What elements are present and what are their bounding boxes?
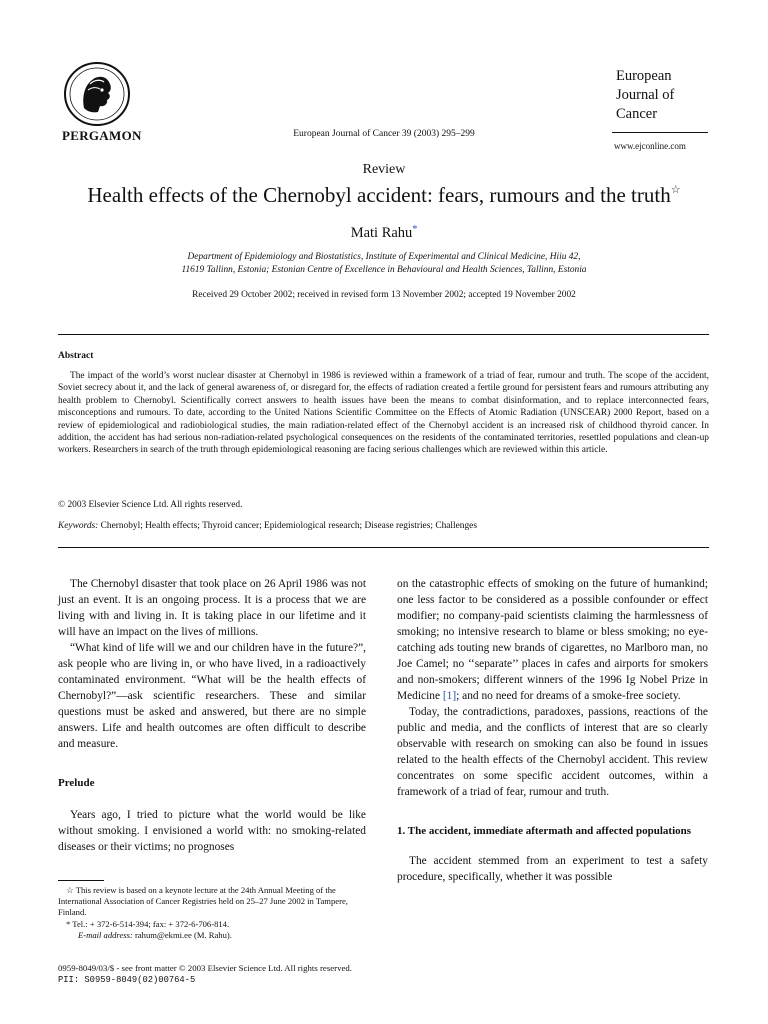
pergamon-emblem-icon [62, 60, 132, 128]
affiliation-line: Department of Epidemiology and Biostatistics, Institute of Experimental and Clinical Medicine, Hiiu 42, [187, 252, 581, 262]
publisher-logo [62, 60, 132, 128]
journal-divider [612, 132, 708, 133]
keywords [58, 521, 477, 531]
affiliation-line: 11619 Tallinn, Estonia; Estonian Centre of Excellence in Behavioural and Health Sciences, Tallinn, Estonia [181, 264, 587, 275]
keywords-list: Chernobyl; Health effects; Thyroid cancer; Epidemiological research; Disease registries; Challenges [100, 521, 477, 531]
journal-citation: European Journal of Cancer 39 (2003) 295–299 [293, 129, 475, 139]
title-footnote-mark[interactable]: ☆ [670, 184, 681, 196]
footnote-email [58, 930, 366, 941]
section-1-heading: 1. The accident, immediate aftermath and affected populations [397, 825, 692, 837]
journal-name-line: Cancer [616, 106, 658, 122]
journal-name-line: European [616, 68, 672, 84]
body-paragraph: The accident stemmed from an experiment to test a safety procedure, specifically, whether it was possible [397, 855, 708, 883]
journal-name [616, 67, 674, 124]
email-address[interactable]: rahum@ekmi.ee (M. Rahu). [134, 929, 232, 940]
footnotes [58, 885, 366, 941]
prelude-heading: Prelude [58, 777, 95, 789]
issn-line: 0959-8049/03/$ - see front matter © 2003 Elsevier Science Ltd. All rights reserved. [58, 963, 352, 973]
paragraph-text: ; and no need for dreams of a smoke-free society. [456, 690, 681, 702]
abstract-text: The impact of the world’s worst nuclear disaster at Chernobyl in 1986 is reviewed within a framework of a triad of fear, rumour and truth. The scope of the accident, Soviet secrecy about it, and the lack of general awareness of, or disregard for, the effects of radiation created a fertile ground for persistent fears and rumours attributing any health problem to Chernobyl. Scientifically correct answers to health issues have been the means to combat disinformation, and to replace interconnected fears, misconceptions and rumours. To date, according to the United Nations Scientific Committee on the Effects of Atomic Radiation (UNSCEAR) 2000 Report, based on a review of epidemiological and radiobiological studies, the main radiation-related effect of the Chernobyl accident is an increased risk of childhood thyroid cancer. In addition, the accident has had serious non-radiation-related psychological consequences on the residents of the contaminated territories, resettled populations and clean-up workers. Researchers in search of the truth through epidemiological reasoning are facing serious challenges which are reviewed within this article. [58, 371, 709, 456]
body-paragraph [397, 576, 708, 704]
abstract-heading: Abstract [58, 351, 94, 361]
body-left-column [58, 576, 366, 855]
body-paragraph: Years ago, I tried to picture what the world would be like without smoking. I envisioned a world with: no smoking-related diseases or their victims; no prognoses [58, 809, 366, 853]
article-title-text: Health effects of the Chernobyl accident: fears, rumours and the truth [87, 183, 671, 207]
footnote-rule [58, 880, 104, 881]
paragraph-text: on the catastrophic effects of smoking on the future of humankind; one less factor to be considered as a possible confounder or effect modifier; no company-paid scientists claiming the harmlessness of smoking; no intensive research to blame or bless smoking; no eye-catching ads touting new brands of cigarettes, no Marlboro man, no Joe Camel; no ‘‘separate’’ places in cafes and airports for smokers and non-smokers; different winners of the 1996 Ig Nobel Prize in Medicine [397, 578, 708, 702]
abstract-bottom-rule [58, 547, 709, 548]
author-name: Mati Rahu [350, 225, 413, 241]
keywords-label: Keywords: [58, 521, 99, 531]
citation-link[interactable]: [1] [442, 690, 457, 702]
publisher-name: PERGAMON [62, 128, 142, 143]
bottom-identifiers [58, 962, 352, 986]
body-paragraph: “What kind of life will we and our children have in the future?”, ask people who are living in, or who have lived, in a radioactively contaminated environment. “What will be the health effects of Chernobyl?”—ask scientific researchers. These and similar questions must be asked and answered, but there are no simple answers. Life and health outcomes are often difficult to describe and measure. [58, 642, 366, 750]
affiliation [120, 251, 648, 276]
body-paragraph: The Chernobyl disaster that took place on 26 April 1986 was not just an event. It is an ongoing process. It is a process that we are living with and living in. It is taking place in our lifetime and it will have an impact on the lives of millions. [58, 578, 366, 638]
email-label: E-mail address: [78, 929, 133, 940]
footnote-star: ☆ This review is based on a keynote lecture at the 24th Annual Meeting of the International Association of Cancer Registries held on 25–27 June 2002 in Tampere, Finland. [58, 885, 348, 918]
body-paragraph: Today, the contradictions, paradoxes, passions, reactions of the public and media, and the conflicts of interest that are so clearly observable with research on smoking can also be found in issues related to the health effects of the Chernobyl accident. This review concentrates on some specific accident outcomes, within a framework of a triad of fear, rumour and truth. [397, 706, 708, 798]
article-title [0, 183, 768, 208]
pii-line: PII: S0959-8049(02)00764-5 [58, 975, 196, 985]
abstract-copyright: © 2003 Elsevier Science Ltd. All rights reserved. [58, 500, 243, 510]
journal-url[interactable]: www.ejconline.com [614, 141, 686, 151]
article-dates: Received 29 October 2002; received in revised form 13 November 2002; accepted 19 November 2002 [192, 290, 576, 300]
author [0, 224, 768, 242]
body-right-column [397, 576, 708, 885]
journal-name-line: Journal of [616, 87, 675, 103]
footnote-contact: * Tel.: + 372-6-514-394; fax: + 372-6-706-814. [66, 918, 230, 929]
abstract-top-rule [58, 334, 709, 335]
article-section: Review [362, 162, 406, 177]
author-footnote-mark[interactable]: * [412, 224, 418, 235]
